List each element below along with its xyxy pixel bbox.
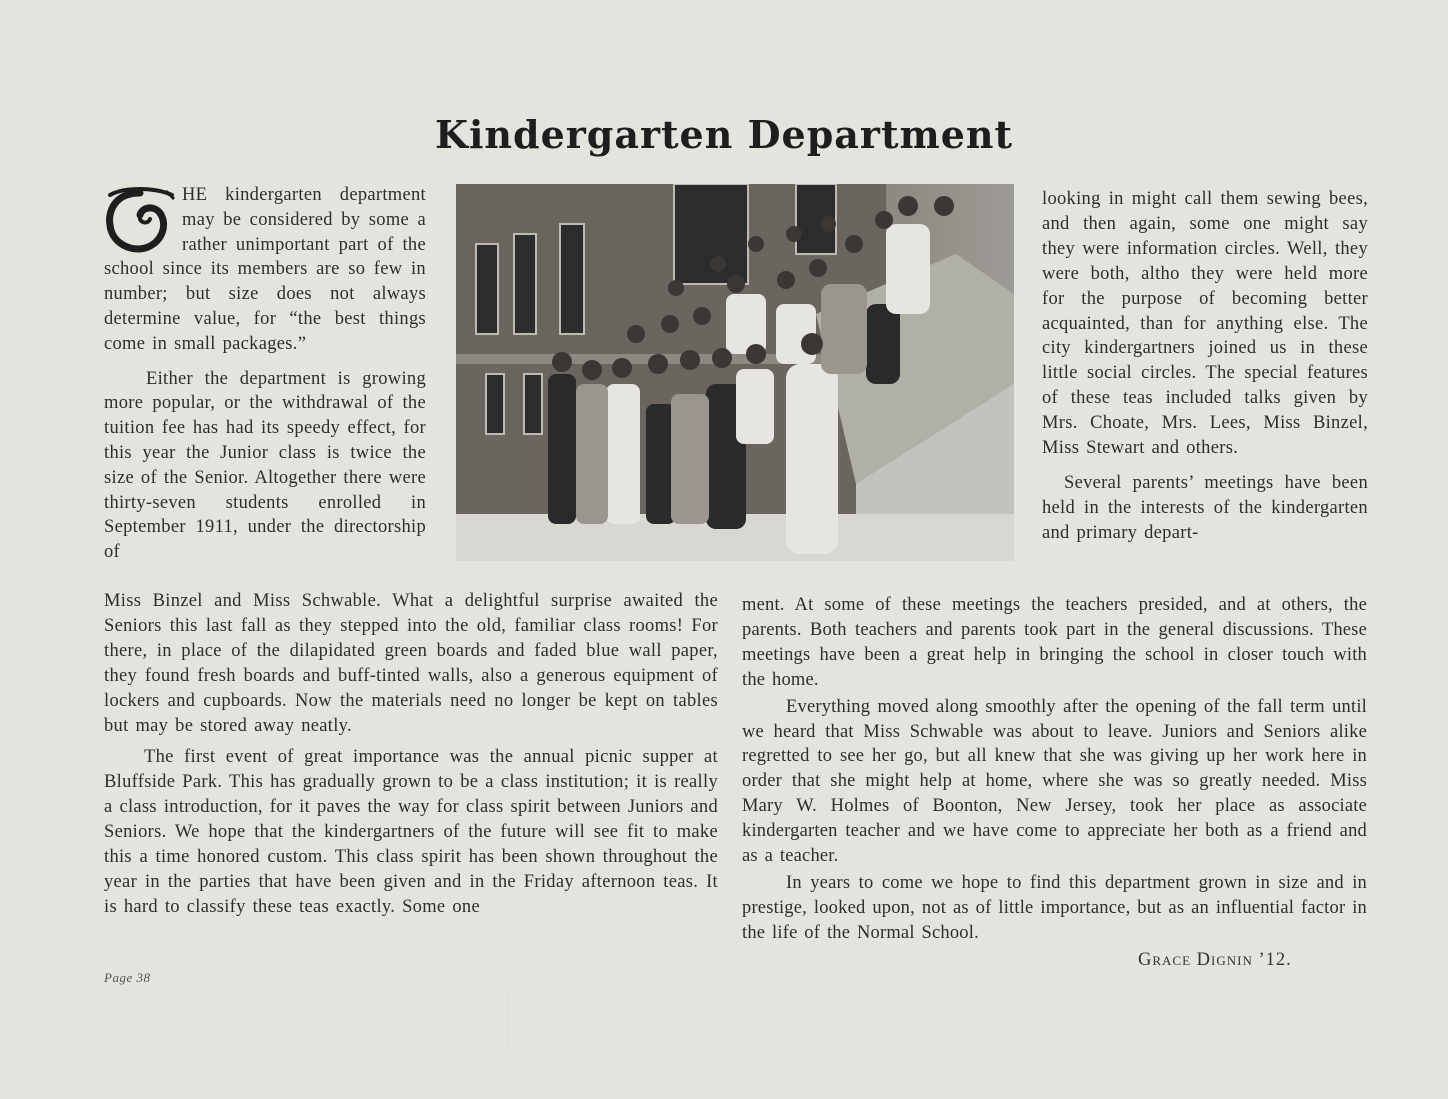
paragraph-6: In years to come we hope to find this department grown in size and in prestige, looked upon, not as of little importance, but as an influential factor in the life of the Normal School.	[742, 872, 1367, 943]
article-column-left-bottom	[104, 589, 718, 920]
paragraph-2-continued: Miss Binzel and Miss Schwable. What a delightful surprise awaited the Seniors this last fall as they stepped into the old, familiar class rooms! For there, in place of the dilapidated green boards and faded blue wall paper, they found fresh boards and buff-tinted walls, also a generous equipment of lockers and cupboards. Now the materials need no longer be kept on tables but may be stored away neatly.	[104, 591, 718, 736]
page-fold-mark	[508, 990, 509, 1050]
author-signature: Grace Dignin ’12.	[1138, 950, 1292, 970]
dropcap-letter-icon	[104, 185, 176, 253]
group-photo	[456, 184, 1014, 561]
article-column-left-top	[104, 183, 426, 565]
paragraph-3: The first event of great importance was the annual picnic supper at Bluffside Park. This has gradually grown to be a class institution; it is really a class introduction, for it paves the way for class spirit between Juniors and Seniors. We hope that the kindergartners of the future will see fit to make this a time honored custom. This class spirit has been shown throughout the year in the parties that have been given and in the Friday afternoon teas. It is hard to classify these teas exactly. Some one	[104, 747, 718, 917]
paragraph-4-continued: ment. At some of these meetings the teachers presided, and at others, the parents. Both teachers and parents took part in the general discussions. These meetings have been a great help in bringing the school in closer touch with the home.	[742, 595, 1367, 690]
group-photo-icon	[456, 184, 1014, 561]
paragraph-5: Everything moved along smoothly after the opening of the fall term until we heard that Miss Schwable was about to leave. Juniors and Seniors alike regretted to see her go, but all knew that she was giving up her work here in order that she might help at home, where she was so greatly needed. Miss Mary W. Holmes of Boonton, New Jersey, took her place as associate kindergarten teacher and we have come to appreciate her both as a friend and as a teacher.	[742, 696, 1367, 867]
page-number: Page 38	[104, 970, 151, 985]
paragraph-4: Several parents’ meetings have been held in the interests of the kindergarten and primary depart-	[1042, 472, 1368, 543]
article-column-right-bottom	[742, 593, 1367, 946]
paragraph-1-text: HE kindergarten department may be considered by some a rather unimportant part of the school since its members are so few in number; but size does not always determine value, for “the best things come in small packages.”	[104, 185, 426, 354]
article-column-right-top	[1042, 187, 1368, 546]
paragraph-1	[104, 183, 426, 357]
paragraph-3-continued: looking in might call them sewing bees, and then again, some one might say they were information circles. Well, they were both, altho they were held more for the purpose of becoming better acquainted, than for anything else. The city kindergartners joined us in these little social circles. The special features of these teas included talks given by Mrs. Choate, Mrs. Lees, Miss Binzel, Miss Stewart and others.	[1042, 189, 1368, 459]
page-title: Kindergarten Department	[434, 112, 1014, 157]
paragraph-2: Either the department is growing more popular, or the withdrawal of the tuition fee has had its speedy effect, for this year the Junior class is twice the size of the Senior. Altogether there were thirty-seven students enrolled in September 1911, under the directorship of	[104, 368, 426, 563]
